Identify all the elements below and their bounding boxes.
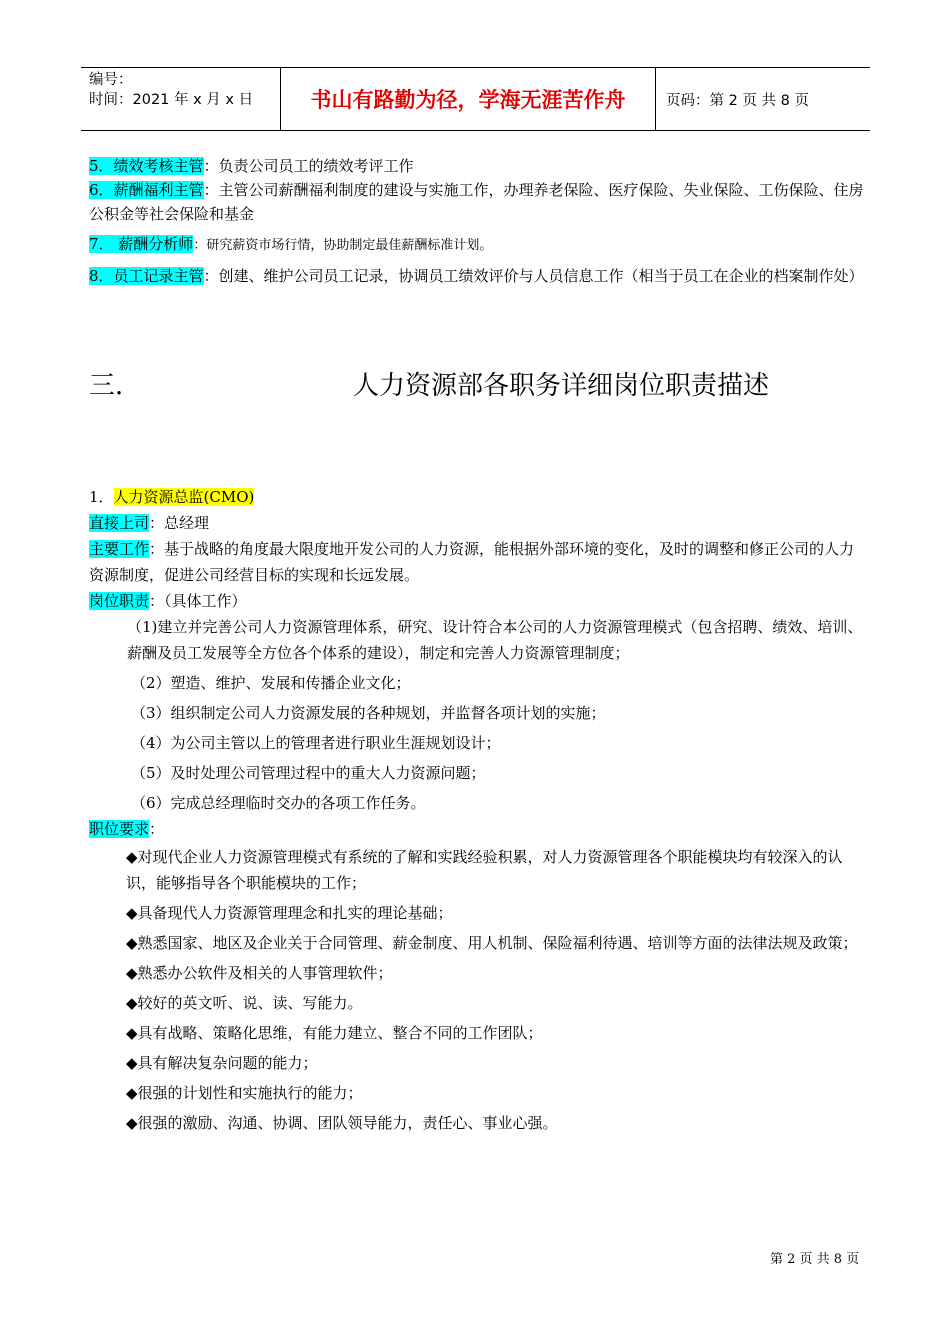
list-item-term: 7． 薪酬分析师 xyxy=(89,235,194,253)
section-heading xyxy=(89,368,864,404)
requirements-suffix: ： xyxy=(149,820,165,838)
list-item xyxy=(89,232,864,258)
page-footer: 第 2 页 共 8 页 xyxy=(770,1252,860,1267)
role-requirements-heading xyxy=(89,816,864,842)
role-supervisor xyxy=(89,510,864,536)
list-item: （1)建立并完善公司人力资源管理体系，研究、设计符合本公司的人力资源管理模式（包含招聘、绩效、培训、薪酬及员工发展等全方位各个体系的建设），制定和完善人力资源管理制度； xyxy=(127,618,863,662)
requirements-list xyxy=(89,844,864,1136)
list-item: （3）组织制定公司人力资源发展的各种规划，并监督各项计划的实施； xyxy=(131,704,606,722)
list-item: ◆熟悉国家、地区及企业关于合同管理、薪金制度、用人机制、保险福利待遇、培训等方面的法律法规及政策； xyxy=(126,934,858,952)
list-item-term: 6．薪酬福利主管 xyxy=(89,181,204,199)
list-item: ◆很强的激励、沟通、协调、团队领导能力，责任心、事业心强。 xyxy=(126,1114,558,1132)
list-item: （6）完成总经理临时交办的各项工作任务。 xyxy=(131,794,426,812)
list-item-desc: ：研究薪资市场行情，协助制定最佳薪酬标准计划。 xyxy=(193,238,493,253)
list-item: ◆具备现代人力资源管理理念和扎实的理论基础； xyxy=(126,904,453,922)
page-header-table xyxy=(81,67,870,131)
list-item: ◆具有战略、策略化思维，有能力建立、整合不同的工作团队； xyxy=(126,1024,543,1042)
list-item: ◆熟悉办公软件及相关的人事管理软件； xyxy=(126,964,393,982)
list-item: （4）为公司主管以上的管理者进行职业生涯规划设计； xyxy=(131,734,501,752)
list-item: （5）及时处理公司管理过程中的重大人力资源问题； xyxy=(131,764,486,782)
list-item-desc: ：主管公司薪酬福利制度的建设与实施工作，办理养老保险、医疗保险、失业保险、工伤保险、住房公积金等社会保险和基金 xyxy=(89,181,864,223)
list-item-desc: ：负责公司员工的绩效考评工作 xyxy=(203,157,414,175)
header-page-number: 页码：第 2 页 共 8 页 xyxy=(666,92,809,109)
list-item: ◆很强的计划性和实施执行的能力； xyxy=(126,1084,363,1102)
list-item: ◆对现代企业人力资源管理模式有系统的了解和实践经验积累，对人力资源管理各个职能模块均有较深入的认识，能够指导各个职能模块的工作； xyxy=(126,848,843,892)
list-item-term: 8．员工记录主管 xyxy=(89,267,204,285)
duties-label: 岗位职责 xyxy=(89,592,150,610)
supervisor-label: 直接上司 xyxy=(89,514,150,532)
role-name: 人力资源总监(CMO) xyxy=(113,488,255,506)
duties-suffix: ：（具体工作） xyxy=(149,592,247,610)
list-item-term: 5．绩效考核主管 xyxy=(89,157,204,175)
list-item: （2）塑造、维护、发展和传播企业文化； xyxy=(131,674,411,692)
duties-list xyxy=(89,614,864,816)
list-item xyxy=(89,264,864,288)
requirements-label: 职位要求 xyxy=(89,820,150,838)
role-duties-heading xyxy=(89,588,864,614)
list-item: ◆具有解决复杂问题的能力； xyxy=(126,1054,318,1072)
document-date-label: 时间：2021 年 x 月 x 日 xyxy=(89,92,254,108)
list-item xyxy=(89,154,864,178)
role-block xyxy=(89,484,864,1136)
role-index: 1． xyxy=(89,488,114,506)
list-item-desc: ：创建、维护公司员工记录，协调员工绩效评价与人员信息工作（相当于员工在企业的档案制作处） xyxy=(203,267,864,285)
document-number-label: 编号： xyxy=(89,72,133,88)
section-number: 三． xyxy=(89,371,142,401)
supervisor-value: ：总经理 xyxy=(149,514,210,532)
header-motto: 书山有路勤为径，学海无涯苦作舟 xyxy=(281,68,656,130)
section-title: 人力资源部各职务详细岗位职责描述 xyxy=(353,371,770,401)
intro-list xyxy=(89,154,864,288)
header-meta-cell xyxy=(81,68,281,130)
role-main-work xyxy=(89,536,864,588)
list-item: ◆较好的英文听、说、读、写能力。 xyxy=(126,994,363,1012)
main-work-value: ：基于战略的角度最大限度地开发公司的人力资源，能根据外部环境的变化，及时的调整和修正公司的人力资源制度，促进公司经营目标的实现和长远发展。 xyxy=(89,540,855,584)
role-heading xyxy=(89,484,864,510)
main-work-label: 主要工作 xyxy=(89,540,150,558)
list-item xyxy=(89,178,864,226)
